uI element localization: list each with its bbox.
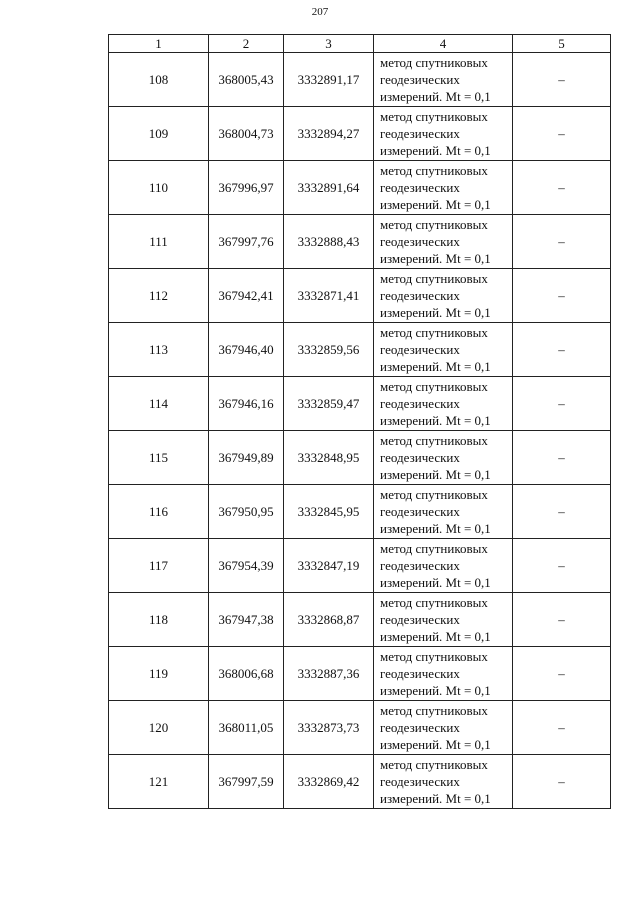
- method-line: измерений. Mt = 0,1: [380, 521, 491, 536]
- x-coordinate-cell: 368005,43: [209, 53, 284, 107]
- point-number-cell: 115: [109, 431, 209, 485]
- x-coordinate-cell: 367946,40: [209, 323, 284, 377]
- note-cell: –: [513, 539, 611, 593]
- x-coordinate-cell: 367942,41: [209, 269, 284, 323]
- point-number-cell: 113: [109, 323, 209, 377]
- method-line: геодезических: [380, 126, 460, 141]
- note-cell: –: [513, 701, 611, 755]
- method-line: измерений. Mt = 0,1: [380, 791, 491, 806]
- point-number-cell: 112: [109, 269, 209, 323]
- coordinates-table: [108, 34, 611, 809]
- method-line: геодезических: [380, 396, 460, 411]
- method-line: измерений. Mt = 0,1: [380, 143, 491, 158]
- method-cell: [374, 431, 513, 485]
- method-line: метод спутниковых: [380, 325, 488, 340]
- method-line: метод спутниковых: [380, 595, 488, 610]
- note-cell: –: [513, 647, 611, 701]
- point-number-cell: 116: [109, 485, 209, 539]
- header-cell: 1: [109, 35, 209, 53]
- header-cell: 4: [374, 35, 513, 53]
- method-line: геодезических: [380, 774, 460, 789]
- point-number-cell: 109: [109, 107, 209, 161]
- point-number-cell: 111: [109, 215, 209, 269]
- method-line: измерений. Mt = 0,1: [380, 359, 491, 374]
- method-line: метод спутниковых: [380, 487, 488, 502]
- method-line: метод спутниковых: [380, 271, 488, 286]
- page-number: 207: [311, 6, 329, 18]
- point-number-cell: 117: [109, 539, 209, 593]
- method-line: геодезических: [380, 666, 460, 681]
- method-cell: [374, 269, 513, 323]
- method-line: геодезических: [380, 612, 460, 627]
- x-coordinate-cell: 367947,38: [209, 593, 284, 647]
- method-cell: [374, 161, 513, 215]
- method-cell: [374, 53, 513, 107]
- header-cell: 3: [284, 35, 374, 53]
- y-coordinate-cell: 3332848,95: [284, 431, 374, 485]
- note-cell: –: [513, 269, 611, 323]
- x-coordinate-cell: 367996,97: [209, 161, 284, 215]
- method-line: измерений. Mt = 0,1: [380, 251, 491, 266]
- table-row: [109, 269, 611, 323]
- y-coordinate-cell: 3332891,64: [284, 161, 374, 215]
- method-line: метод спутниковых: [380, 433, 488, 448]
- y-coordinate-cell: 3332869,42: [284, 755, 374, 809]
- note-cell: –: [513, 377, 611, 431]
- x-coordinate-cell: 368006,68: [209, 647, 284, 701]
- table-row: [109, 593, 611, 647]
- method-line: метод спутниковых: [380, 217, 488, 232]
- method-line: метод спутниковых: [380, 649, 488, 664]
- method-line: метод спутниковых: [380, 163, 488, 178]
- header-cell: 5: [513, 35, 611, 53]
- y-coordinate-cell: 3332871,41: [284, 269, 374, 323]
- point-number-cell: 121: [109, 755, 209, 809]
- point-number-cell: 120: [109, 701, 209, 755]
- note-cell: –: [513, 107, 611, 161]
- method-cell: [374, 755, 513, 809]
- note-cell: –: [513, 215, 611, 269]
- table-row: [109, 161, 611, 215]
- y-coordinate-cell: 3332859,47: [284, 377, 374, 431]
- method-line: измерений. Mt = 0,1: [380, 413, 491, 428]
- table-row: [109, 755, 611, 809]
- table-row: [109, 701, 611, 755]
- table-row: [109, 215, 611, 269]
- method-line: измерений. Mt = 0,1: [380, 467, 491, 482]
- note-cell: –: [513, 53, 611, 107]
- y-coordinate-cell: 3332888,43: [284, 215, 374, 269]
- method-line: геодезических: [380, 342, 460, 357]
- table-row: [109, 485, 611, 539]
- table-row: [109, 539, 611, 593]
- method-line: геодезических: [380, 234, 460, 249]
- table-body: [109, 35, 611, 809]
- method-line: метод спутниковых: [380, 55, 488, 70]
- method-line: метод спутниковых: [380, 703, 488, 718]
- header-cell: 2: [209, 35, 284, 53]
- note-cell: –: [513, 323, 611, 377]
- method-line: метод спутниковых: [380, 109, 488, 124]
- y-coordinate-cell: 3332845,95: [284, 485, 374, 539]
- y-coordinate-cell: 3332868,87: [284, 593, 374, 647]
- x-coordinate-cell: 367946,16: [209, 377, 284, 431]
- note-cell: –: [513, 161, 611, 215]
- note-cell: –: [513, 431, 611, 485]
- note-cell: –: [513, 593, 611, 647]
- method-cell: [374, 377, 513, 431]
- method-cell: [374, 539, 513, 593]
- table-row: [109, 647, 611, 701]
- table-row: [109, 323, 611, 377]
- x-coordinate-cell: 367950,95: [209, 485, 284, 539]
- method-line: геодезических: [380, 180, 460, 195]
- note-cell: –: [513, 485, 611, 539]
- y-coordinate-cell: 3332894,27: [284, 107, 374, 161]
- table-row: [109, 107, 611, 161]
- method-cell: [374, 107, 513, 161]
- method-line: метод спутниковых: [380, 379, 488, 394]
- y-coordinate-cell: 3332847,19: [284, 539, 374, 593]
- x-coordinate-cell: 367949,89: [209, 431, 284, 485]
- y-coordinate-cell: 3332891,17: [284, 53, 374, 107]
- method-line: измерений. Mt = 0,1: [380, 197, 491, 212]
- method-line: измерений. Mt = 0,1: [380, 89, 491, 104]
- table-row: [109, 431, 611, 485]
- method-line: метод спутниковых: [380, 757, 488, 772]
- method-cell: [374, 323, 513, 377]
- method-line: геодезических: [380, 720, 460, 735]
- point-number-cell: 114: [109, 377, 209, 431]
- table-row: [109, 53, 611, 107]
- point-number-cell: 119: [109, 647, 209, 701]
- method-line: геодезических: [380, 558, 460, 573]
- method-line: измерений. Mt = 0,1: [380, 737, 491, 752]
- x-coordinate-cell: 367997,59: [209, 755, 284, 809]
- y-coordinate-cell: 3332873,73: [284, 701, 374, 755]
- point-number-cell: 108: [109, 53, 209, 107]
- method-line: измерений. Mt = 0,1: [380, 629, 491, 644]
- method-line: измерений. Mt = 0,1: [380, 683, 491, 698]
- x-coordinate-cell: 367954,39: [209, 539, 284, 593]
- y-coordinate-cell: 3332859,56: [284, 323, 374, 377]
- x-coordinate-cell: 368004,73: [209, 107, 284, 161]
- table-header-row: [109, 35, 611, 53]
- x-coordinate-cell: 368011,05: [209, 701, 284, 755]
- method-cell: [374, 701, 513, 755]
- note-cell: –: [513, 755, 611, 809]
- x-coordinate-cell: 367997,76: [209, 215, 284, 269]
- method-line: геодезических: [380, 450, 460, 465]
- method-cell: [374, 485, 513, 539]
- method-cell: [374, 215, 513, 269]
- y-coordinate-cell: 3332887,36: [284, 647, 374, 701]
- point-number-cell: 118: [109, 593, 209, 647]
- method-line: измерений. Mt = 0,1: [380, 575, 491, 590]
- method-cell: [374, 593, 513, 647]
- point-number-cell: 110: [109, 161, 209, 215]
- method-cell: [374, 647, 513, 701]
- method-line: измерений. Mt = 0,1: [380, 305, 491, 320]
- method-line: геодезических: [380, 72, 460, 87]
- method-line: геодезических: [380, 288, 460, 303]
- table-row: [109, 377, 611, 431]
- method-line: геодезических: [380, 504, 460, 519]
- method-line: метод спутниковых: [380, 541, 488, 556]
